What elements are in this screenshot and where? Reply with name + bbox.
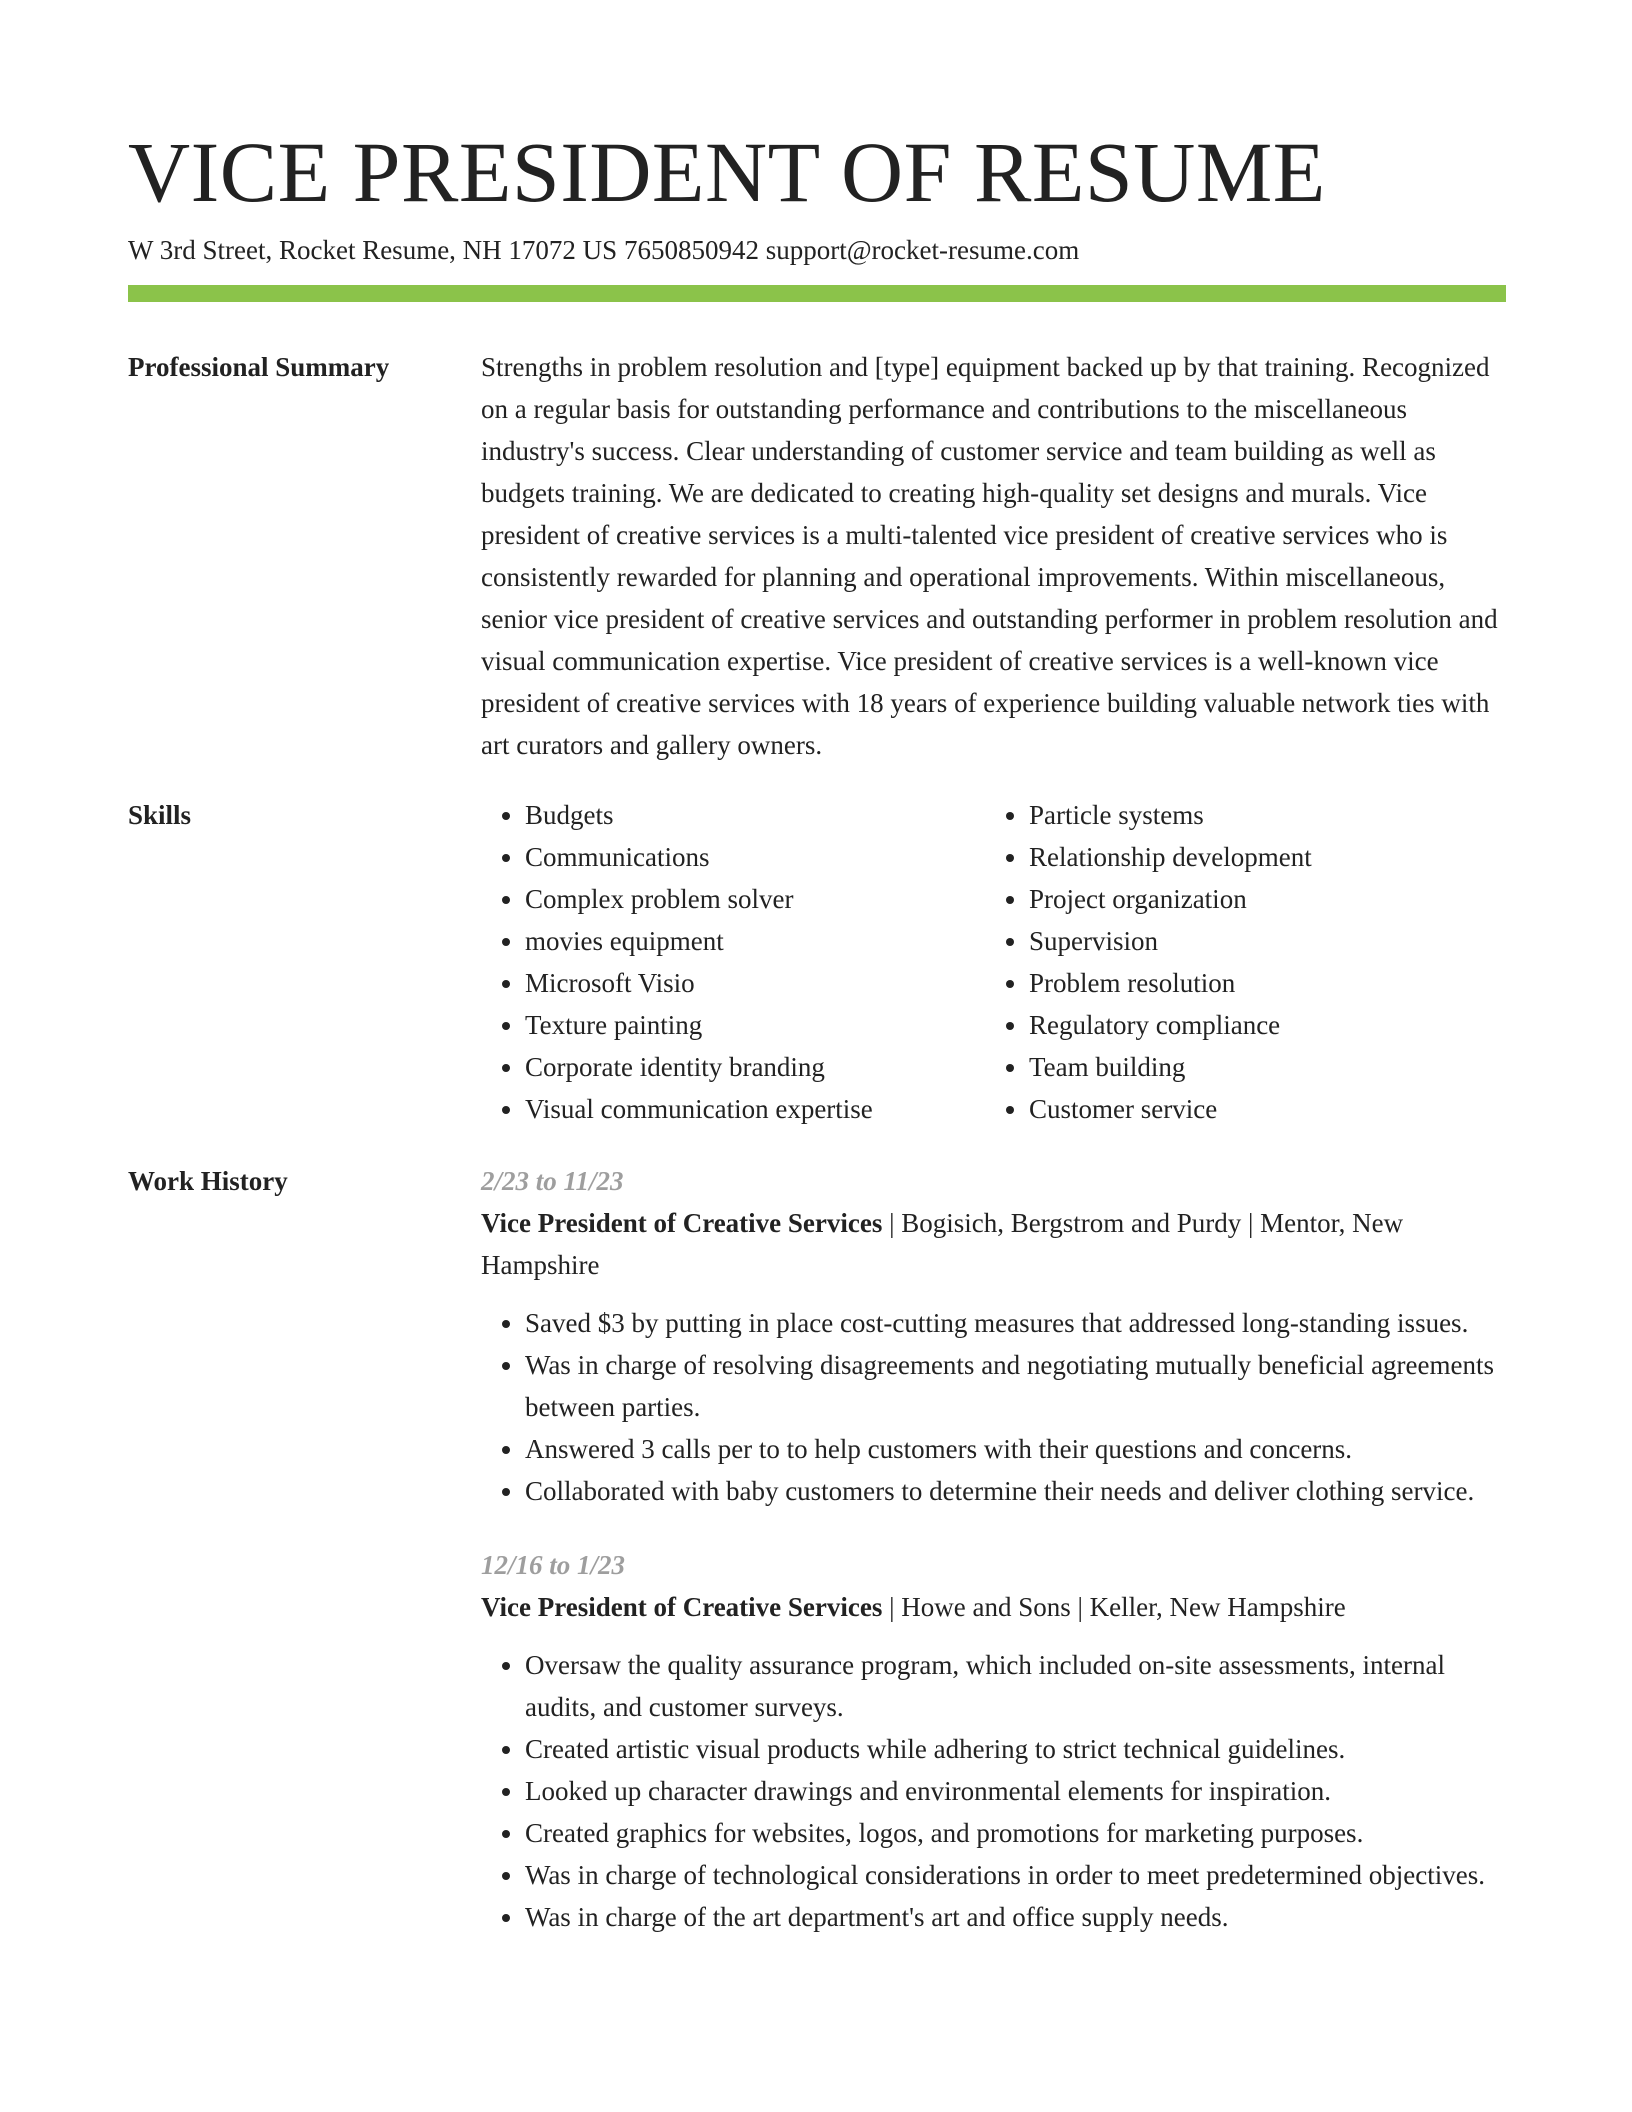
skill-item: • Team building (1029, 1046, 1509, 1088)
skills-list (481, 794, 1511, 1130)
skill-item: • Problem resolution (1029, 962, 1509, 1004)
job-bullet: • Answered 3 calls per to to help customers with their questions and concerns. (525, 1428, 1511, 1470)
job-title-line (481, 1586, 1511, 1628)
job-bullet: • Was in charge of technological considerations in order to meet predetermined objectives. (525, 1854, 1511, 1896)
skill-item: • movies equipment (525, 920, 985, 962)
skill-item: • Regulatory compliance (1029, 1004, 1509, 1046)
job-entry (481, 1544, 1511, 1938)
skill-item: • Budgets (525, 794, 985, 836)
skill-item: • Visual communication expertise (525, 1088, 985, 1130)
contact-line: W 3rd Street, Rocket Resume, NH 17072 US 7650850942 support@rocket-resume.com (128, 235, 1080, 265)
summary-body (481, 346, 1511, 766)
resume-name: VICE PRESIDENT OF RESUME (128, 124, 1326, 220)
summary-heading: Professional Summary (128, 352, 390, 382)
skill-item: • Supervision (1029, 920, 1509, 962)
job-bullet: • Was in charge of resolving disagreements and negotiating mutually beneficial agreements between parties. (525, 1344, 1511, 1428)
job-bullet: • Created graphics for websites, logos, and promotions for marketing purposes. (525, 1812, 1511, 1854)
job-bullet: • Looked up character drawings and environmental elements for inspiration. (525, 1770, 1511, 1812)
job-bullets (481, 1644, 1511, 1938)
skill-item: • Texture painting (525, 1004, 985, 1046)
summary-text: Strengths in problem resolution and [type] equipment backed up by that training. Recognized on a regular basis for outstanding performance and contributions to the miscellaneous industry's success. Clear understanding of customer service and team building as well as budgets training. We are dedicated to creating high-quality set designs and murals. Vice president of creative services is a multi-talented vice president of creative services who is consistently rewarded for planning and operational improvements. Within miscellaneous, senior vice president of creative services and outstanding performer in problem resolution and visual communication expertise. Vice president of creative services is a well-known vice president of creative services with 18 years of experience building valuable network ties with art curators and gallery owners. (481, 352, 1498, 760)
skill-item: • Microsoft Visio (525, 962, 985, 1004)
job-bullet: • Oversaw the quality assurance program, which included on-site assessments, internal audits, and customer surveys. (525, 1644, 1511, 1728)
skill-item: • Communications (525, 836, 985, 878)
job-title-line (481, 1202, 1511, 1286)
job-dates: 2/23 to 11/23 (481, 1166, 624, 1196)
job-bullet: • Collaborated with baby customers to determine their needs and deliver clothing service. (525, 1470, 1511, 1512)
job-bullet: • Created artistic visual products while adhering to strict technical guidelines. (525, 1728, 1511, 1770)
job-title: Vice President of Creative Services (481, 1208, 883, 1238)
job-details: | Howe and Sons | Keller, New Hampshire (882, 1592, 1346, 1622)
job-bullet: • Saved $3 by putting in place cost-cutting measures that addressed long-standing issues. (525, 1302, 1511, 1344)
work-history-body (481, 1160, 1511, 1970)
job-title: Vice President of Creative Services (481, 1592, 883, 1622)
header-divider (128, 285, 1506, 302)
work-history-heading: Work History (128, 1166, 288, 1196)
skills-heading: Skills (128, 800, 192, 830)
skill-item: • Project organization (1029, 878, 1509, 920)
skills-column-1 (481, 794, 985, 1130)
skill-item: • Customer service (1029, 1088, 1509, 1130)
job-entry (481, 1160, 1511, 1512)
skill-item: • Particle systems (1029, 794, 1509, 836)
job-details: | Bogisich, Bergstrom and Purdy | Mentor, New Hampshire (481, 1208, 1404, 1280)
skill-item: • Corporate identity branding (525, 1046, 985, 1088)
job-dates: 12/16 to 1/23 (481, 1550, 626, 1580)
job-bullet: • Was in charge of the art department's art and office supply needs. (525, 1896, 1511, 1938)
skills-column-2 (985, 794, 1509, 1130)
skill-item: • Complex problem solver (525, 878, 985, 920)
skill-item: • Relationship development (1029, 836, 1509, 878)
job-bullets (481, 1302, 1511, 1512)
